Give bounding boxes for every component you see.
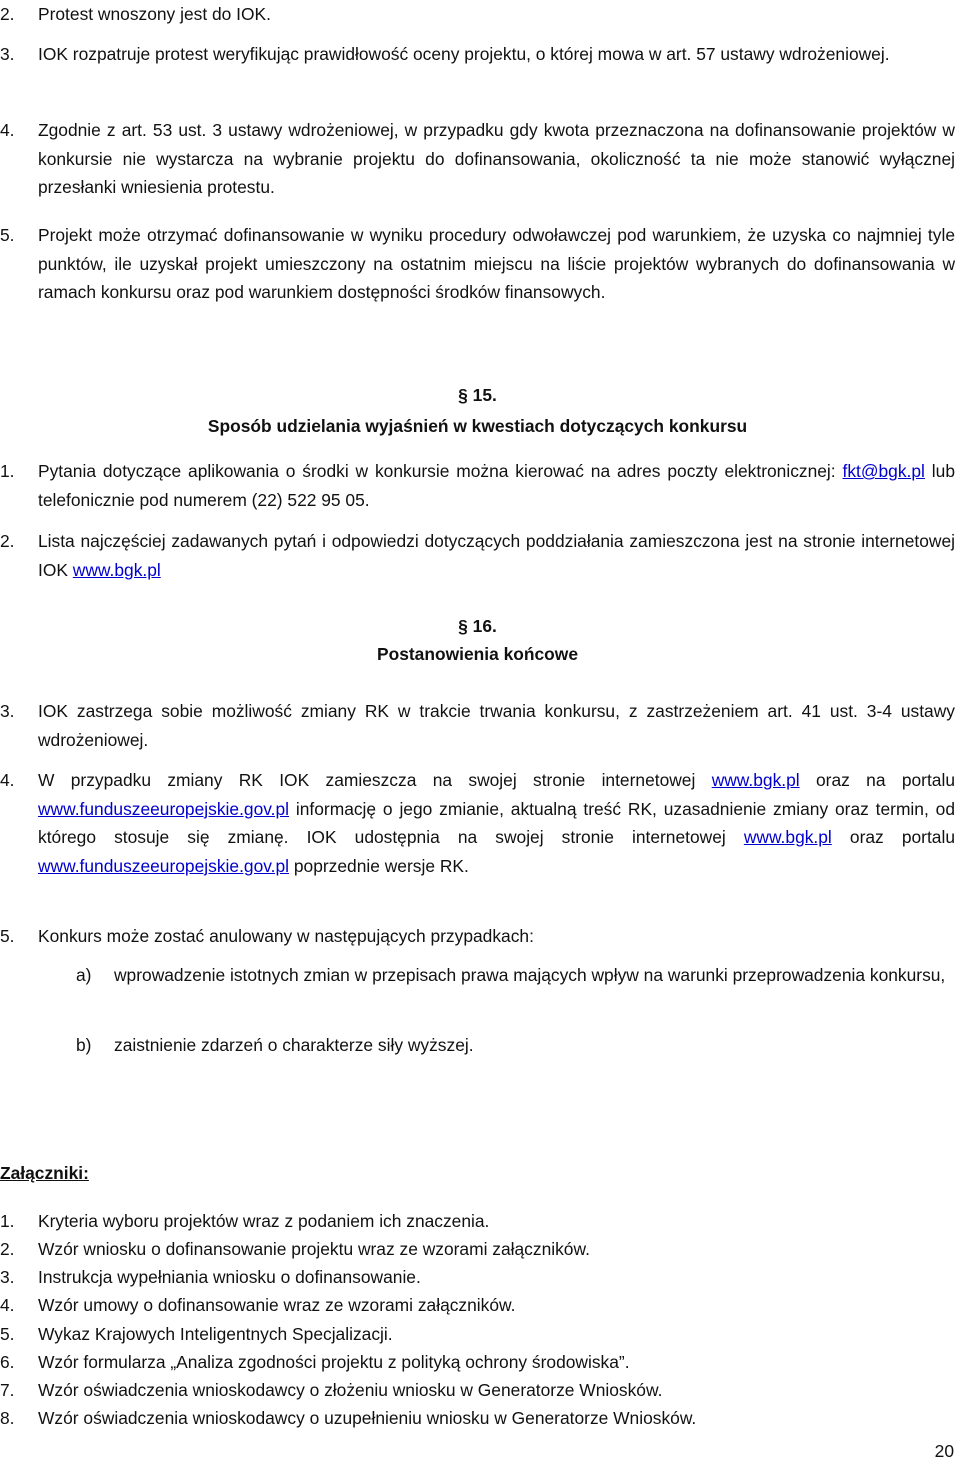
item-text: Protest wnoszony jest do IOK. [38,4,271,24]
attachment-item [0,1291,955,1319]
bgk-link[interactable]: www.bgk.pl [711,770,800,790]
item-number: 5. [0,1324,15,1344]
item-text: Konkurs może zostać anulowany w następujących przypadkach: [38,926,534,946]
sub-item-text: zaistnienie zdarzeń o charakterze siły wyższej. [114,1035,474,1055]
list-item [0,527,955,584]
fundusze-link[interactable]: www.funduszeeuropejskie.gov.pl [38,855,290,876]
attachment-item [0,1376,955,1404]
list-item [0,221,955,307]
list-item [0,457,955,514]
bgk-link[interactable]: www.bgk.pl [72,559,161,580]
page-number: 20 [934,1441,954,1461]
item-text: Kryteria wyboru projektów wraz z podaniem ich znaczenia. [38,1211,490,1231]
sub-item-letter: b) [76,1035,92,1055]
item-number: 6. [0,1352,15,1372]
attachment-item [0,1207,955,1235]
section-title: Postanowienia końcowe [376,644,578,664]
sub-item-text: wprowadzenie istotnych zmian w przepisach prawa mających wpływ na warunki przeprowadzenia konkursu, [114,965,946,985]
fundusze-link[interactable]: www.funduszeeuropejskie.gov.pl [38,798,290,819]
item-number: 4. [0,120,15,140]
attachment-item [0,1320,955,1348]
attachment-item [0,1263,955,1291]
item-text: Wzór formularza „Analiza zgodności projektu z polityką ochrony środowiska”. [38,1352,630,1372]
sub-item-letter: a) [76,965,92,985]
list-item [0,0,955,29]
item-number: 2. [0,531,15,551]
section-title: Sposób udzielania wyjaśnień w kwestiach dotyczących konkursu [207,416,748,436]
item-number: 5. [0,225,15,245]
bgk-link[interactable]: www.bgk.pl [743,827,832,847]
item-number: 4. [0,770,15,790]
item-text: Pytania dotyczące aplikowania o środki w konkursie można kierować na adres poczty elektronicznej: fkt@bgk.pl lub telefonicznie pod numerem (22) 522 95 05. [38,461,955,510]
item-number: 3. [0,701,15,721]
attachment-item [0,1235,955,1263]
item-text: Zgodnie z art. 53 ust. 3 ustawy wdrożeniowej, w przypadku gdy kwota przeznaczona na dofinansowanie projektów w konkursie nie wystarcza na wybranie projektu do dofinansowania, okoliczność ta nie może stanowić wyłącznej przesłanki wniesienia protestu. [38,120,955,197]
item-text: Wzór oświadczenia wnioskodawcy o uzupełnieniu wniosku w Generatorze Wniosków. [38,1408,697,1428]
item-number: 8. [0,1408,15,1428]
item-text: Wzór oświadczenia wnioskodawcy o złożeniu wniosku w Generatorze Wniosków. [38,1380,663,1400]
item-text: Instrukcja wypełniania wniosku o dofinansowanie. [38,1267,421,1287]
item-text: IOK zastrzega sobie możliwość zmiany RK w trakcie trwania konkursu, z zastrzeżeniem art. 41 ust. 3-4 ustawy wdrożeniowej. [38,701,955,750]
item-text: Projekt może otrzymać dofinansowanie w wyniku procedury odwoławczej pod warunkiem, że uzyska co najmniej tyle punktów, ile uzyskał projekt umieszczony na ostatnim miejscu na liście projektów wybranych do dofinansowania w ramach konkursu oraz pod warunkiem dostępności środków finansowych. [38,225,955,302]
attachments-title: Załączniki: [0,1163,89,1183]
item-number: 7. [0,1380,15,1400]
item-number: 1. [0,1211,15,1231]
item-number: 3. [0,44,15,64]
item-text: IOK rozpatruje protest weryfikując prawidłowość oceny projektu, o której mowa w art. 57 ustawy wdrożeniowej. [38,44,890,64]
list-item [0,697,955,754]
item-text: Wzór wniosku o dofinansowanie projektu wraz ze wzorami załączników. [38,1239,590,1259]
attachment-item [0,1348,955,1376]
list-item [0,922,955,951]
item-number: 3. [0,1267,15,1287]
item-number: 4. [0,1295,15,1315]
item-text: Wykaz Krajowych Inteligentnych Specjalizacji. [38,1324,393,1344]
item-number: 2. [0,1239,15,1259]
sub-list-item [76,1031,956,1060]
sub-list-item [76,961,956,990]
list-item [0,40,955,69]
item-number: 2. [0,4,15,24]
item-text: W przypadku zmiany RK IOK zamieszcza na swojej stronie internetowej www.bgk.pl oraz na portalu www.funduszeeuropejskie.gov.pl informację o jego zmianie, aktualną treść RK, uzasadnienie zmiany oraz termin, od którego stosuje się zmianę. IOK udostępnia na swojej stronie internetowej www.bgk.pl oraz portalu www.funduszeeuropejskie.gov.pl poprzednie wersje RK. [38,770,956,876]
section-number: § 15. [458,385,497,405]
item-number: 1. [0,461,15,481]
item-text: Lista najczęściej zadawanych pytań i odpowiedzi dotyczących poddziałania zamieszczona jest na stronie internetowej IOK www.bgk.pl [38,531,955,580]
section-number: § 16. [458,616,497,636]
attachment-item [0,1404,955,1432]
list-item [0,766,955,880]
item-text: Wzór umowy o dofinansowanie wraz ze wzorami załączników. [38,1295,516,1315]
item-number: 5. [0,926,15,946]
list-item [0,116,955,202]
email-link[interactable]: fkt@bgk.pl [842,461,925,481]
